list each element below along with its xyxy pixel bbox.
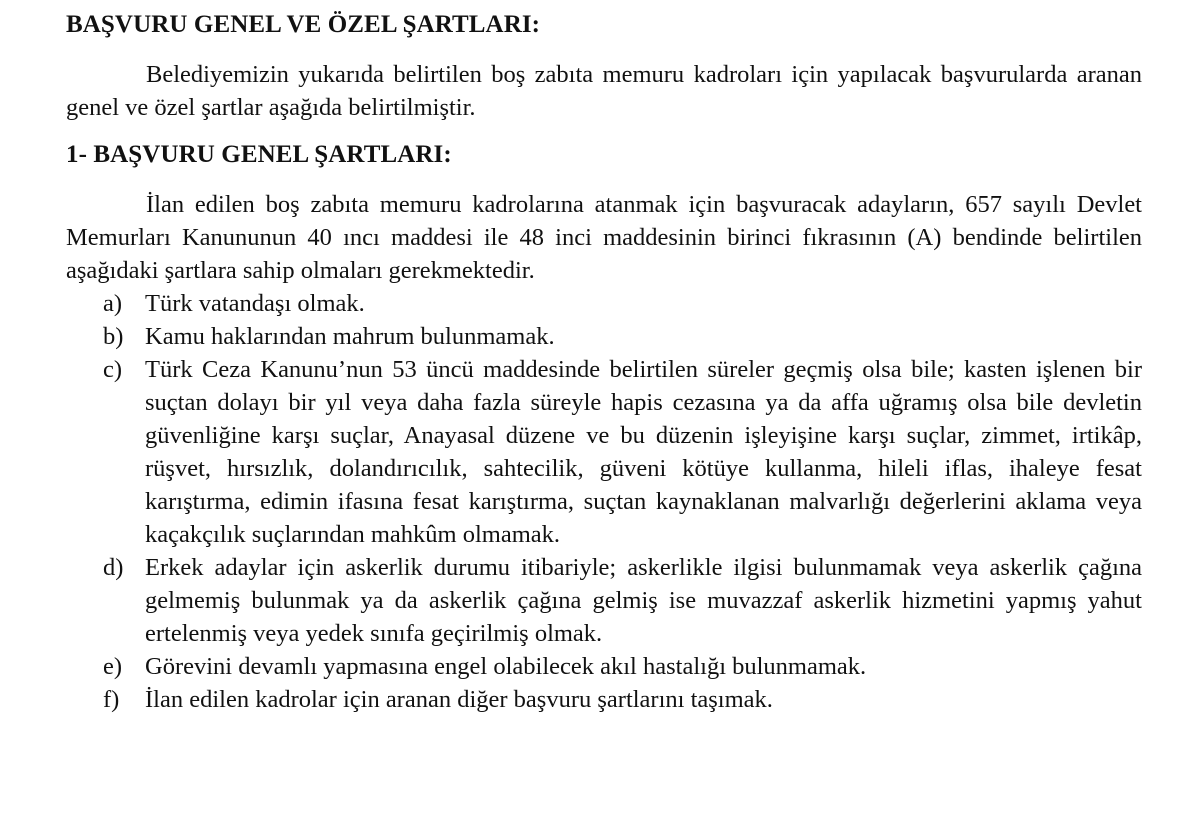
list-marker: b) [103,323,124,350]
list-marker: f) [103,686,120,713]
list-marker: e) [103,653,123,680]
list-item [66,287,1142,320]
intro-paragraph: Belediyemizin yukarıda belirtilen boş zabıta memuru kadroları için yapılacak başvurularda aranan genel ve özel şartlar aşağıda belirtilmiştir. [66,61,1142,121]
conditions-list [66,287,1142,716]
list-marker: c) [103,356,123,383]
document-title: BAŞVURU GENEL VE ÖZEL ŞARTLARI: [66,11,541,38]
list-item [66,353,1142,551]
list-item [66,551,1142,650]
section-heading-general-conditions: 1- BAŞVURU GENEL ŞARTLARI: [66,141,452,168]
list-item [66,683,1142,716]
list-item-text: Görevini devamlı yapmasına engel olabilecek akıl hastalığı bulunmamak. [145,653,867,680]
list-item-text: Erkek adaylar için askerlik durumu itibariyle; askerlikle ilgisi bulunmamak veya askerlik çağına gelmemiş bulunmak ya da askerlik çağına gelmiş ise muvazzaf askerlik hizmetini yapmış yahut ertelenmiş veya yedek sınıfa geçirilmiş olmak. [145,554,1142,647]
list-marker: d) [103,554,124,581]
section-paragraph: İlan edilen boş zabıta memuru kadrolarına atanmak için başvuracak adayların, 657 sayılı Devlet Memurları Kanununun 40 ıncı maddesi ile 48 inci maddesinin birinci fıkrasının (A) bendinde belirtilen aşağıdaki şartlara sahip olmaları gerekmektedir. [66,191,1142,284]
list-item-text: Türk vatandaşı olmak. [145,290,365,317]
document-page [66,8,1142,716]
list-item [66,650,1142,683]
list-item-text: Kamu haklarından mahrum bulunmamak. [145,323,555,350]
list-marker: a) [103,290,123,317]
list-item-text: İlan edilen kadrolar için aranan diğer başvuru şartlarını taşımak. [145,686,773,713]
list-item [66,320,1142,353]
list-item-text: Türk Ceza Kanunu’nun 53 üncü maddesinde belirtilen süreler geçmiş olsa bile; kasten işlenen bir suçtan dolayı bir yıl veya daha fazla süreyle hapis cezasına ya da affa uğramış olsa bile devletin güvenliğine karşı suçlar, Anayasal düzene ve bu düzenin işleyişine karşı suçlar, zimmet, irtikâp, rüşvet, hırsızlık, dolandırıcılık, sahtecilik, güveni kötüye kullanma, hileli iflas, ihaleye fesat karıştırma, edimin ifasına fesat karıştırma, suçtan kaynaklanan malvarlığı değerlerini aklama veya kaçakçılık suçlarından mahkûm olmamak. [145,356,1142,548]
